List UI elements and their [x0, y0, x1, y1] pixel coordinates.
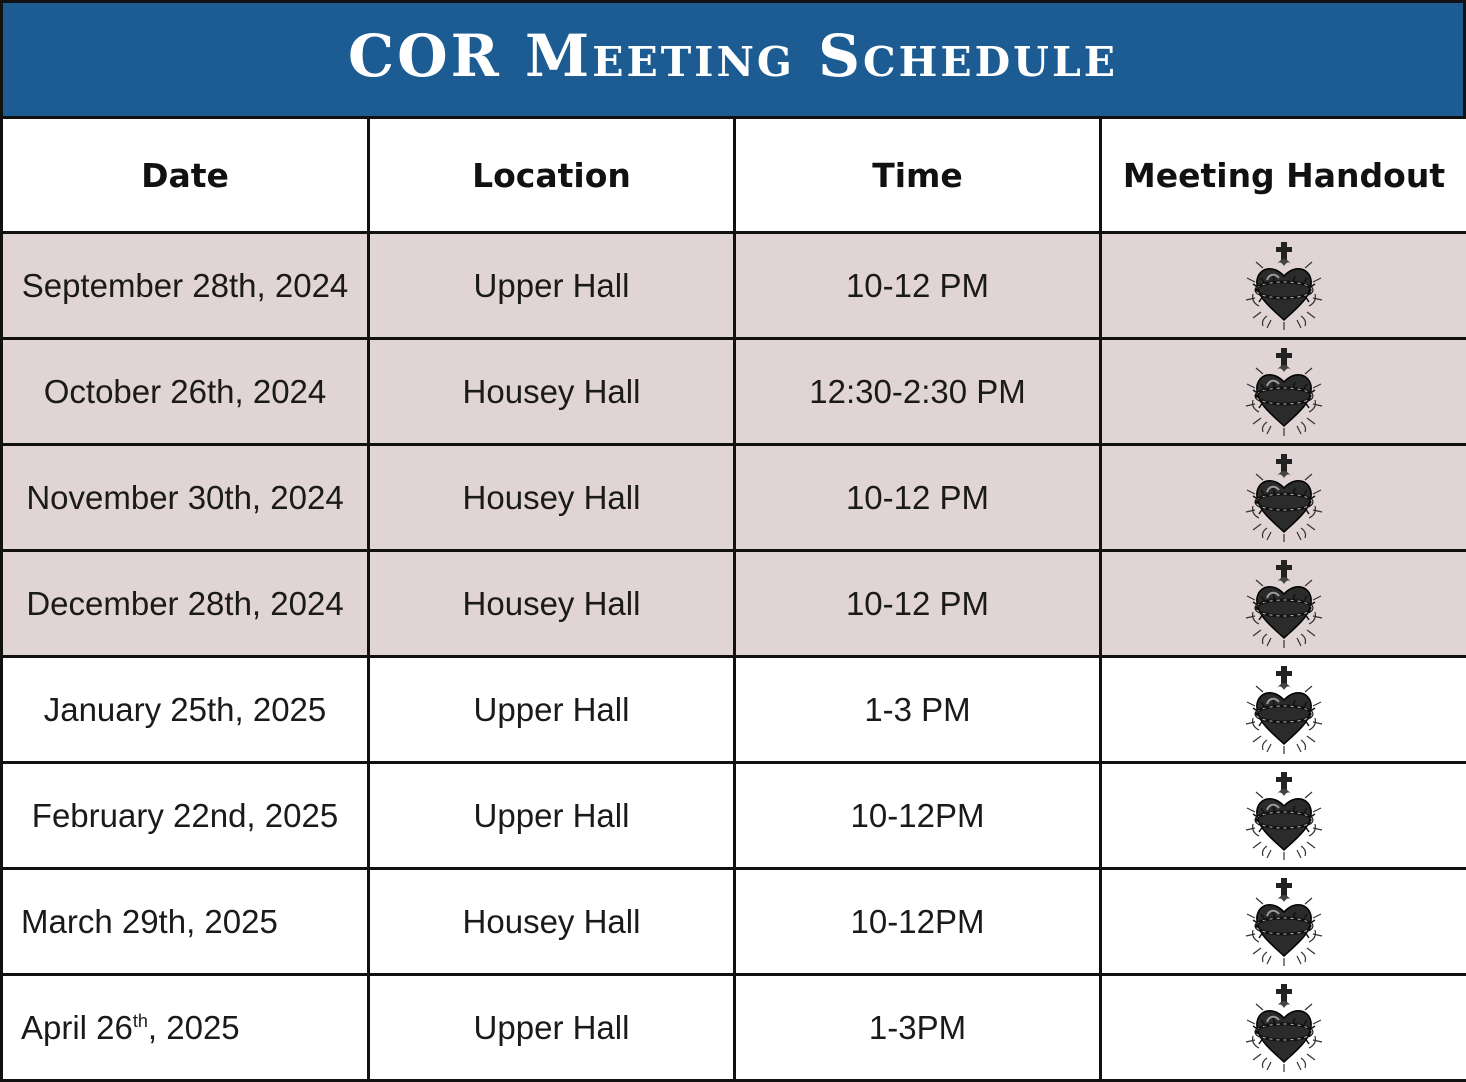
table-row: [2, 763, 1466, 869]
sacred-heart-icon[interactable]: [1241, 982, 1327, 1074]
date-cell: October 26th, 2024: [2, 339, 369, 445]
table-row: [2, 233, 1466, 339]
column-header-time: Time: [735, 118, 1101, 233]
handout-cell: [1101, 339, 1466, 445]
handout-cell: [1101, 657, 1466, 763]
sacred-heart-icon[interactable]: [1241, 664, 1327, 756]
time-cell: 10-12 PM: [735, 551, 1101, 657]
table-row: [2, 657, 1466, 763]
handout-cell: [1101, 975, 1466, 1081]
sacred-heart-icon[interactable]: [1241, 240, 1327, 332]
location-cell: Housey Hall: [369, 339, 735, 445]
date-cell: November 30th, 2024: [2, 445, 369, 551]
time-cell: 10-12PM: [735, 763, 1101, 869]
column-header-location: Location: [369, 118, 735, 233]
date-year: , 2025: [148, 1009, 240, 1046]
location-cell: Upper Hall: [369, 233, 735, 339]
date-cell: January 25th, 2025: [2, 657, 369, 763]
date-main: April 26: [21, 1009, 133, 1046]
schedule-table: [0, 116, 1466, 1082]
location-cell: Upper Hall: [369, 763, 735, 869]
table-row: [2, 445, 1466, 551]
table-row: [2, 339, 1466, 445]
time-cell: 10-12PM: [735, 869, 1101, 975]
handout-cell: [1101, 233, 1466, 339]
sacred-heart-icon[interactable]: [1241, 770, 1327, 862]
location-cell: Housey Hall: [369, 869, 735, 975]
time-cell: 10-12 PM: [735, 445, 1101, 551]
time-cell: 1-3 PM: [735, 657, 1101, 763]
column-header-handout: Meeting Handout: [1101, 118, 1466, 233]
handout-cell: [1101, 763, 1466, 869]
sacred-heart-icon[interactable]: [1241, 452, 1327, 544]
location-cell: Housey Hall: [369, 445, 735, 551]
location-cell: Upper Hall: [369, 975, 735, 1081]
date-cell: February 22nd, 2025: [2, 763, 369, 869]
table-row: [2, 869, 1466, 975]
date-cell: March 29th, 2025: [2, 869, 369, 975]
location-cell: Upper Hall: [369, 657, 735, 763]
page-title: COR Meeting Schedule: [348, 27, 1118, 85]
handout-cell: [1101, 869, 1466, 975]
handout-cell: [1101, 551, 1466, 657]
title-banner: [0, 0, 1466, 116]
sacred-heart-icon[interactable]: [1241, 558, 1327, 650]
date-ordinal: th: [133, 1011, 148, 1031]
time-cell: 1-3PM: [735, 975, 1101, 1081]
location-cell: Housey Hall: [369, 551, 735, 657]
date-cell: September 28th, 2024: [2, 233, 369, 339]
handout-cell: [1101, 445, 1466, 551]
sacred-heart-icon[interactable]: [1241, 346, 1327, 438]
time-cell: 10-12 PM: [735, 233, 1101, 339]
table-row: [2, 551, 1466, 657]
column-header-date: Date: [2, 118, 369, 233]
date-cell: December 28th, 2024: [2, 551, 369, 657]
header-row: [2, 118, 1466, 233]
sacred-heart-icon[interactable]: [1241, 876, 1327, 968]
table-row: [2, 975, 1466, 1081]
time-cell: 12:30-2:30 PM: [735, 339, 1101, 445]
date-cell: [2, 975, 369, 1081]
schedule-body: [2, 233, 1466, 1081]
